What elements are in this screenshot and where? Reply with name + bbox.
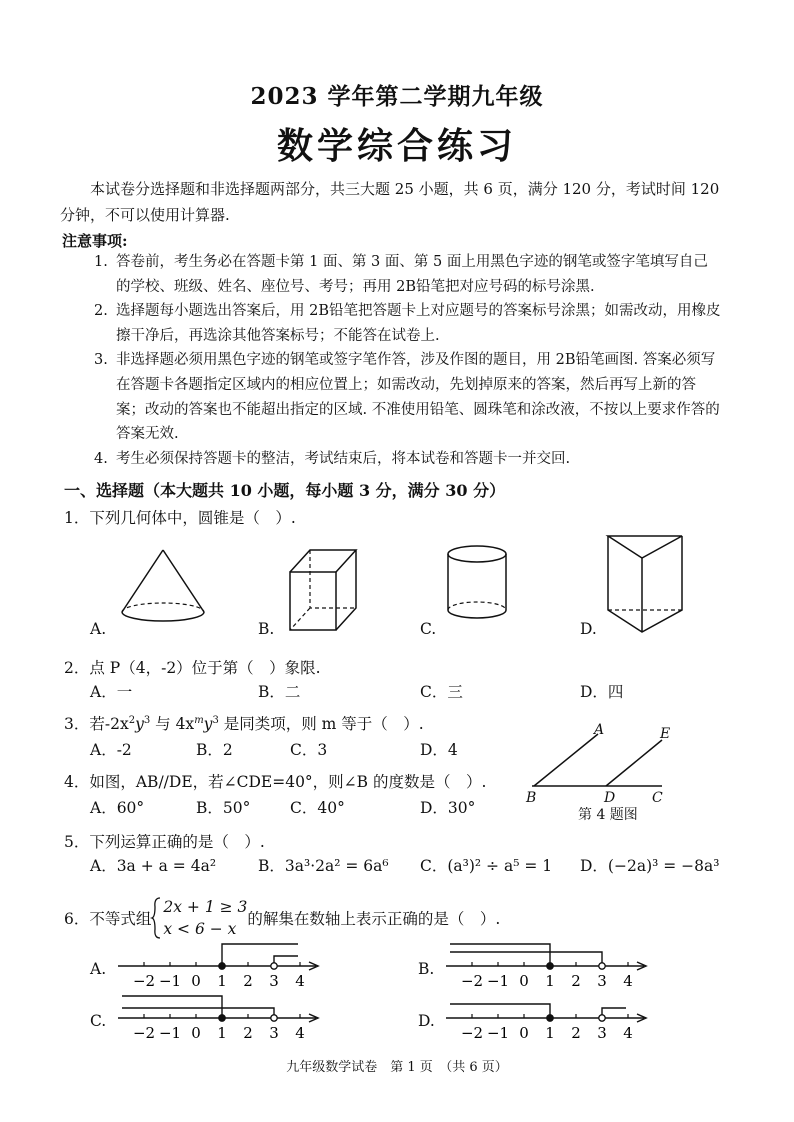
solution-ray bbox=[274, 956, 298, 966]
number-line-option-d bbox=[444, 992, 654, 1048]
q2-option-d[interactable]: D．四 bbox=[580, 683, 624, 701]
notes-heading: 注意事项: bbox=[62, 232, 128, 250]
solution-ray bbox=[602, 1008, 626, 1018]
tick-label: 4 bbox=[295, 1024, 305, 1042]
q5-option-b[interactable]: B．3a³·2a² = 6a⁶ bbox=[258, 857, 389, 875]
open-point bbox=[271, 963, 277, 969]
tick-label: 2 bbox=[243, 1024, 253, 1042]
point-label-c: C bbox=[652, 790, 663, 806]
tick-label: 4 bbox=[623, 1024, 633, 1042]
note-number: 1. bbox=[94, 254, 108, 270]
tick-label: 1 bbox=[545, 1024, 555, 1042]
q6-option-a[interactable]: A. bbox=[90, 960, 107, 978]
q6-option-c[interactable]: C. bbox=[90, 1012, 107, 1030]
cube-icon bbox=[286, 546, 358, 632]
q4-option-b[interactable]: B．50° bbox=[196, 799, 251, 817]
q6-text: 的解集在数轴上表示正确的是（ ）. bbox=[247, 910, 501, 928]
tick-label: 1 bbox=[545, 972, 555, 990]
q3-text: 是同类项，则 m 等于（ ）. bbox=[218, 715, 424, 733]
note-number: 4. bbox=[94, 450, 108, 467]
q1-option-d[interactable]: D. bbox=[580, 620, 597, 638]
tick-label: 2 bbox=[571, 1024, 581, 1042]
q4-option-d[interactable]: D．30° bbox=[420, 799, 476, 817]
exam-title-year: 2023 学年第二学期九年级 bbox=[250, 83, 544, 110]
solution-ray bbox=[222, 944, 298, 966]
tick-label: 1 bbox=[217, 972, 227, 990]
brace-icon bbox=[151, 896, 161, 940]
tick-label: 3 bbox=[597, 972, 607, 990]
q3-exponent: 3 bbox=[212, 714, 219, 726]
q4-option-c[interactable]: C．40° bbox=[290, 799, 345, 817]
page-footer: 九年级数学试卷 第 1 页 （共 6 页） bbox=[286, 1060, 508, 1075]
tick-label: 0 bbox=[519, 972, 529, 990]
q3-option-b[interactable]: B．2 bbox=[196, 741, 233, 759]
note-item-2 bbox=[62, 299, 722, 348]
closed-point bbox=[219, 1015, 225, 1021]
q2-option-c[interactable]: C．三 bbox=[420, 683, 463, 701]
q6-text: 6．不等式组 bbox=[64, 910, 152, 928]
q3-text: 与 4x bbox=[150, 715, 195, 733]
point-label-b: B bbox=[526, 790, 537, 806]
tick-label: 3 bbox=[597, 1024, 607, 1042]
question-3-stem bbox=[64, 712, 424, 734]
note-item-4 bbox=[62, 447, 722, 472]
question-6-stem bbox=[64, 896, 500, 940]
tick-label: 4 bbox=[295, 972, 305, 990]
section-title: 一、选择题（本大题共 10 小题，每小题 3 分，满分 30 分） bbox=[64, 481, 506, 500]
solution-ray bbox=[122, 996, 222, 1018]
q3-text: 3．若-2x bbox=[64, 715, 129, 733]
point-label-d: D bbox=[604, 790, 616, 806]
tick-label: −1 bbox=[486, 1024, 510, 1042]
q3-option-c[interactable]: C．3 bbox=[290, 741, 328, 759]
note-item-3 bbox=[62, 348, 722, 446]
q5-option-d[interactable]: D．(−2a)³ = −8a³ bbox=[580, 857, 720, 875]
tick-label: 1 bbox=[217, 1024, 227, 1042]
note-number: 2. bbox=[94, 303, 108, 320]
tick-label: −2 bbox=[132, 1024, 156, 1042]
solution-ray bbox=[450, 1004, 550, 1018]
tick-label: −2 bbox=[460, 1024, 484, 1042]
number-line-option-c bbox=[116, 992, 326, 1048]
closed-point bbox=[547, 1015, 553, 1021]
tick-label: 4 bbox=[623, 972, 633, 990]
note-text: 考生必须保持答题卡的整洁，考试结束后，将本试卷和答题卡一并交回. bbox=[116, 450, 571, 467]
question-1-stem: 1．下列几何体中，圆锥是（ ）. bbox=[64, 509, 296, 527]
tick-label: 2 bbox=[243, 972, 253, 990]
point-label-e: E bbox=[660, 726, 671, 742]
q2-option-b[interactable]: B．二 bbox=[258, 683, 301, 701]
q1-option-c[interactable]: C. bbox=[420, 620, 437, 638]
tick-label: 0 bbox=[519, 1024, 529, 1042]
closed-point bbox=[547, 963, 553, 969]
cone-icon bbox=[118, 548, 208, 628]
note-text: 答卷前，考生务必在答题卡第 1 面、第 3 面、第 5 面上用黑色字迹的钢笔或签字笔填写自己的学校、班级、姓名、座位号、考号；再用 2B铅笔把对应号码的标号涂黑. bbox=[116, 254, 708, 295]
q3-exponent: m bbox=[194, 714, 204, 726]
q6-option-d[interactable]: D. bbox=[418, 1012, 435, 1030]
q3-exponent: 2 bbox=[128, 714, 136, 726]
question-2-stem: 2．点 P（4，-2）位于第（ ）象限. bbox=[64, 659, 321, 677]
q4-figure-caption: 第 4 题图 bbox=[578, 807, 638, 823]
tick-label: −1 bbox=[158, 1024, 182, 1042]
q3-variable: y bbox=[135, 715, 144, 733]
number-line-option-a bbox=[116, 940, 326, 996]
q3-option-d[interactable]: D．4 bbox=[420, 741, 458, 759]
q4-geometry-figure bbox=[528, 730, 668, 790]
tick-label: 3 bbox=[269, 1024, 279, 1042]
notes-list bbox=[62, 250, 722, 471]
q1-option-b[interactable]: B. bbox=[258, 620, 275, 638]
solution-ray bbox=[450, 952, 602, 966]
tick-label: 2 bbox=[571, 972, 581, 990]
solution-ray bbox=[122, 1008, 274, 1018]
number-line-option-b bbox=[444, 940, 654, 996]
q4-option-a[interactable]: A．60° bbox=[90, 799, 145, 817]
q5-option-a[interactable]: A．3a + a = 4a² bbox=[90, 857, 217, 875]
tick-label: −1 bbox=[486, 972, 510, 990]
inequality-1: 2x + 1 ≥ 3 bbox=[163, 898, 248, 916]
point-label-a: A bbox=[594, 722, 605, 738]
q3-exponent: 3 bbox=[143, 714, 151, 726]
q2-option-a[interactable]: A．一 bbox=[90, 683, 133, 701]
inequality-system bbox=[163, 896, 247, 940]
exam-intro: 本试卷分选择题和非选择题两部分，共三大题 25 小题，共 6 页，满分 120 分，考试时间 120 分钟，不可以使用计算器. bbox=[60, 180, 720, 224]
note-number: 3. bbox=[94, 352, 108, 369]
triangular-prism-icon bbox=[606, 534, 686, 634]
note-text: 非选择题必须用黑色字迹的钢笔或签字笔作答，涉及作图的题目，用 2B铅笔画图. 答案必须写在答题卡各题指定区域内的相应位置上；如需改动，先划掉原来的答案，然后再写上新的答案；改动的答案也不能超出指定的区域. 不准使用铅笔、圆珠笔和涂改液，不按以上要求作答的答案无效. bbox=[116, 352, 720, 443]
note-text: 选择题每小题选出答案后，用 2B铅笔把答题卡上对应题号的答案标号涂黑；如需改动，用橡皮擦干净后，再选涂其他答案标号；不能答在试卷上. bbox=[116, 303, 721, 344]
closed-point bbox=[219, 963, 225, 969]
open-point bbox=[599, 963, 605, 969]
note-item-1 bbox=[62, 250, 722, 299]
tick-label: 0 bbox=[191, 1024, 201, 1042]
exam-title-subject: 数学综合练习 bbox=[276, 125, 517, 167]
open-point bbox=[599, 1015, 605, 1021]
tick-label: 0 bbox=[191, 972, 201, 990]
solution-ray bbox=[450, 944, 550, 966]
q3-variable: y bbox=[203, 715, 213, 733]
tick-label: −2 bbox=[460, 972, 484, 990]
tick-label: −2 bbox=[132, 972, 156, 990]
tick-label: −1 bbox=[158, 972, 182, 990]
question-5-stem: 5．下列运算正确的是（ ）. bbox=[64, 833, 265, 851]
question-4-stem: 4．如图，AB//DE，若∠CDE=40°，则∠B 的度数是（ ）. bbox=[64, 773, 487, 791]
open-point bbox=[271, 1015, 277, 1021]
q1-option-a[interactable]: A. bbox=[90, 620, 107, 638]
q3-option-a[interactable]: A．-2 bbox=[90, 741, 132, 759]
q6-option-b[interactable]: B. bbox=[418, 960, 435, 978]
cylinder-icon bbox=[444, 544, 510, 624]
tick-label: 3 bbox=[269, 972, 279, 990]
q5-option-c[interactable]: C．(a³)² ÷ a⁵ = 1 bbox=[420, 857, 553, 875]
inequality-2: x < 6 − x bbox=[163, 920, 237, 938]
